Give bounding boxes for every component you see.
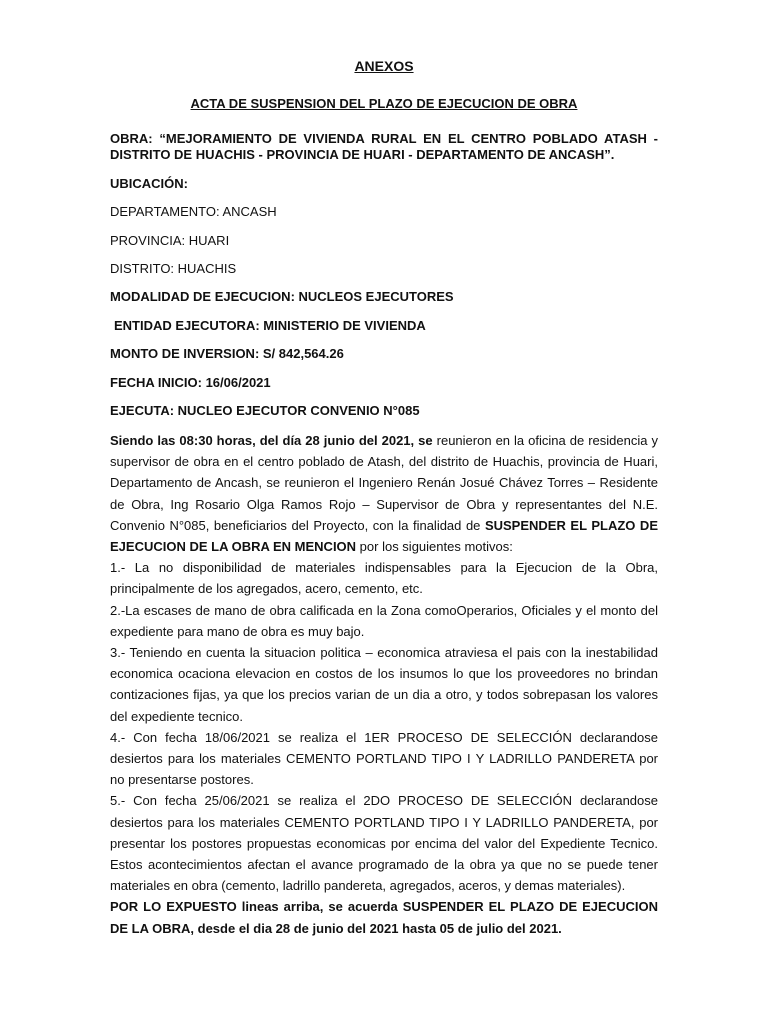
motivo-1: 1.- La no disponibilidad de materiales indispensables para la Ejecucion de la Obra, principalmente de los agregados, acero, cemento, etc.: [110, 560, 658, 597]
intro-bold-mid: SUSPENDER EL PLAZO DE EJECUCION DE LA OBRA EN MENCION: [110, 517, 658, 555]
intro-text-2: por los siguientes motivos:: [356, 539, 513, 555]
provincia-field: PROVINCIA: HUARI: [110, 233, 230, 248]
intro-paragraph: [110, 430, 658, 557]
ubicacion-label: UBICACIÓN:: [110, 176, 188, 191]
document-subtitle: ACTA DE SUSPENSION DEL PLAZO DE EJECUCION DE OBRA: [190, 96, 578, 111]
distrito-field: DISTRITO: HUACHIS: [110, 261, 237, 276]
departamento-field: DEPARTAMENTO: ANCASH: [110, 204, 277, 219]
modalidad-field: MODALIDAD DE EJECUCION: NUCLEOS EJECUTORES: [110, 289, 454, 304]
fecha-inicio-field: FECHA INICIO: 16/06/2021: [110, 375, 271, 390]
motivo-5: 5.- Con fecha 25/06/2021 se realiza el 2DO PROCESO DE SELECCIÓN declarandose desiertos para los materiales CEMENTO PORTLAND TIPO I Y LADRILLO PANDERETA, por presentar los postores propuestas economicas por encima del valor del Expediente Tecnico. Estos acontecimientos afectan el avance programado de la obra ya que no se puede tener materiales en obra (cemento, ladrillo pandereta, agregados, aceros, y demas materiales).: [110, 793, 658, 894]
intro-bold-start: Siendo las 08:30 horas, del día 28 junio del 2021, se: [110, 433, 433, 448]
motivo-2: 2.-La escases de mano de obra calificada en la Zona comoOperarios, Oficiales y el monto del expediente para mano de obra es muy bajo.: [110, 602, 658, 639]
monto-field: MONTO DE INVERSION: S/ 842,564.26: [110, 346, 344, 361]
motivo-3: 3.- Teniendo en cuenta la situacion politica – economica atraviesa el pais con la inestabilidad economica ocaciona elevacion en costos de los insumos lo que los proveedores no brindan contizaciones fijas, ya que los precios varian de un dia a otro, y todos sobrepasan los valores del expediente tecnico.: [110, 645, 658, 724]
obra-title: OBRA: “MEJORAMIENTO DE VIVIENDA RURAL EN EL CENTRO POBLADO ATASH - DISTRITO DE HUACHIS - PROVINCIA DE HUARI - DEPARTAMENTO DE ANCASH”.: [110, 131, 658, 162]
page-title: ANEXOS: [354, 58, 414, 74]
motivo-4: 4.- Con fecha 18/06/2021 se realiza el 1ER PROCESO DE SELECCIÓN declarandose desiertos para los materiales CEMENTO PORTLAND TIPO I Y LADRILLO PANDERETA por no presentarse postores.: [110, 729, 658, 788]
ejecuta-field: EJECUTA: NUCLEO EJECUTOR CONVENIO N°085: [110, 403, 420, 418]
conclusion-paragraph: POR LO EXPUESTO lineas arriba, se acuerda SUSPENDER EL PLAZO DE EJECUCION DE LA OBRA, desde el dia 28 de junio del 2021 hasta 05 de julio del 2021.: [110, 899, 658, 936]
intro-text-1: reunieron en la oficina de residencia y supervisor de obra en el centro poblado de Atash, del distrito de Huachis, provincia de Huari, Departamento de Ancash, se reunieron el Ingeniero Renán Josué Chávez Torres – Residente de Obra, Ing Rosario Olga Ramos Rojo – Supervisor de Obra y representantes del N.E. Convenio N°085, beneficiarios del Proyecto, con la finalidad de: [110, 433, 658, 533]
acta-body: [110, 430, 658, 939]
entidad-field: ENTIDAD EJECUTORA: MINISTERIO DE VIVIENDA: [114, 318, 426, 333]
